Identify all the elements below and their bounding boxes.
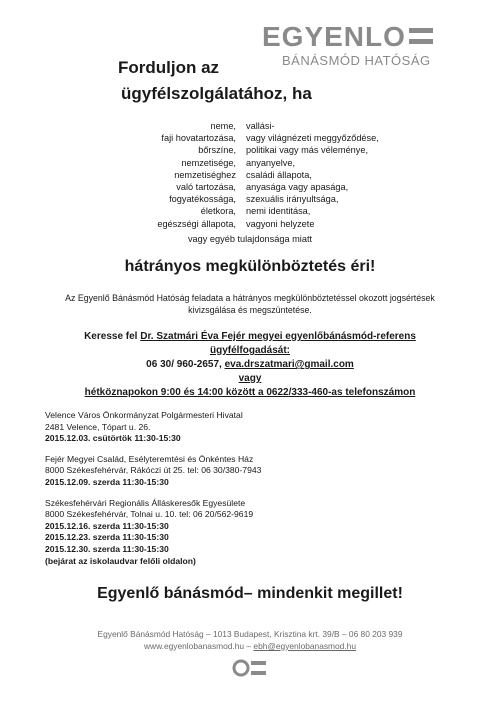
location-address: 2481 Velence, Tópart u. 26.: [45, 421, 151, 432]
ground-item: nemzetiséghez: [174, 169, 236, 180]
logo-word: EGYENLO: [262, 21, 406, 52]
ground-item: neme,: [210, 121, 236, 131]
or-label: vagy: [238, 373, 262, 384]
referent-name-link[interactable]: Dr. Szatmári Éva Fejér megyei egyenlőbánásmód-referens: [140, 331, 416, 342]
location-name: Velence Város Önkormányzat Polgármesteri Hivatal: [45, 410, 243, 420]
footer-email-link[interactable]: ebh@egyenlobanasmod.hu: [253, 641, 356, 651]
headline-line-2: ügyfélszolgálatához, ha: [121, 84, 312, 103]
hours-label: ügyfélfogadását:: [209, 345, 290, 356]
ground-item: politikai vagy más véleménye,: [246, 145, 369, 156]
location-date: 2015.12.23. szerda 11:30-15:30: [45, 532, 169, 543]
ground-item: való tartozása,: [176, 182, 236, 193]
location-date: 2015.12.09. szerda 11:30-15:30: [45, 476, 169, 487]
ground-item: faji hovatartozása,: [161, 133, 236, 144]
headline-line-1: Forduljon az: [118, 58, 220, 77]
ground-item: vagy világnézeti meggyőződése,: [246, 133, 379, 144]
location-item: [45, 410, 465, 445]
ground-item: nemzetisége,: [181, 157, 236, 168]
weekday-hours: hétköznapokon 9:00 és 14:00 között a 0622/333-460-as telefonszámon: [84, 387, 416, 398]
ground-item: családi állapota,: [246, 169, 312, 180]
phone-number: 06 30/ 960-2657,: [146, 359, 222, 370]
ground-item: vagyoni helyzete: [246, 218, 315, 229]
footer-address: Egyenlő Bánásmód Hatóság – 1013 Budapest, Krisztina krt. 39/B – 06 80 203 939: [97, 629, 403, 639]
location-address: 8000 Székesfehérvár, Tolnai u. 10. tel: 06 20/562-9619: [45, 509, 254, 520]
footer-links: [0, 640, 500, 652]
contact-prefix: Keresse fel: [84, 331, 138, 342]
location-date: 2015.12.16. szerda 11:30-15:30: [45, 520, 169, 531]
ground-item: életkora,: [200, 206, 236, 217]
location-date: 2015.12.03. csütörtök 11:30-15:30: [45, 433, 181, 444]
footer: [0, 628, 500, 652]
website-link[interactable]: www.egyenlobanasmod.hu: [143, 641, 245, 651]
footer-logo-icon: [232, 655, 268, 681]
ground-item: egészségi állapota,: [157, 218, 236, 229]
contact-block: [0, 330, 500, 400]
location-address: 8000 Székesfehérvár, Rákóczi út 25. tel: 06 30/380-7943: [45, 465, 262, 476]
grounds-left-column: [60, 120, 236, 230]
grounds-right-column: [246, 120, 446, 230]
location-item: [45, 498, 465, 568]
location-name: Fejér Megyei Család, Esélyteremtési és Önkéntes Ház: [45, 453, 254, 464]
grounds-closing-line: vagy egyéb tulajdonsága miatt: [187, 234, 313, 244]
mission-line-2: kivizsgálása és megszüntetése.: [188, 305, 312, 315]
logo-wordmark: [262, 22, 462, 52]
ground-item: bőrszíne,: [198, 145, 236, 156]
ground-item: nemi identitása,: [246, 206, 311, 217]
ground-item: fogyatékossága,: [169, 194, 236, 205]
location-note: (bejárat az iskolaudvar felőli oldalon): [45, 555, 196, 566]
footer-separator: –: [246, 641, 252, 651]
logo-subtitle: BÁNÁSMÓD HATÓSÁG: [282, 53, 431, 68]
mission-line-1: Az Egyenlő Bánásmód Hatóság feladata a hátrányos megkülönböztetéssel okozott jogsértések: [65, 293, 435, 303]
location-date: 2015.12.30. szerda 11:30-15:30: [45, 543, 169, 554]
location-name: Székesfehérvári Regionális Álláskeresők Egyesülete: [45, 497, 246, 508]
ground-item: vallási-: [246, 121, 275, 131]
headline: [118, 55, 312, 107]
ground-item: anyasága vagy apasága,: [246, 182, 349, 193]
locations-list: [45, 410, 465, 576]
ground-item: szexuális irányultsága,: [246, 194, 339, 205]
mission-statement: [40, 292, 460, 316]
contact-line-1: [0, 330, 500, 344]
ground-item: anyanyelve,: [246, 157, 296, 168]
email-link[interactable]: eva.drszatmari@gmail.com: [224, 359, 354, 370]
slogan: Egyenlő bánásmód– mindenkit megillet!: [97, 585, 403, 602]
subtitle: hátrányos megkülönböztetés éri!: [124, 258, 376, 275]
location-item: [45, 454, 465, 489]
contact-phone-email: [0, 358, 500, 372]
equals-mark-icon: [408, 25, 434, 49]
